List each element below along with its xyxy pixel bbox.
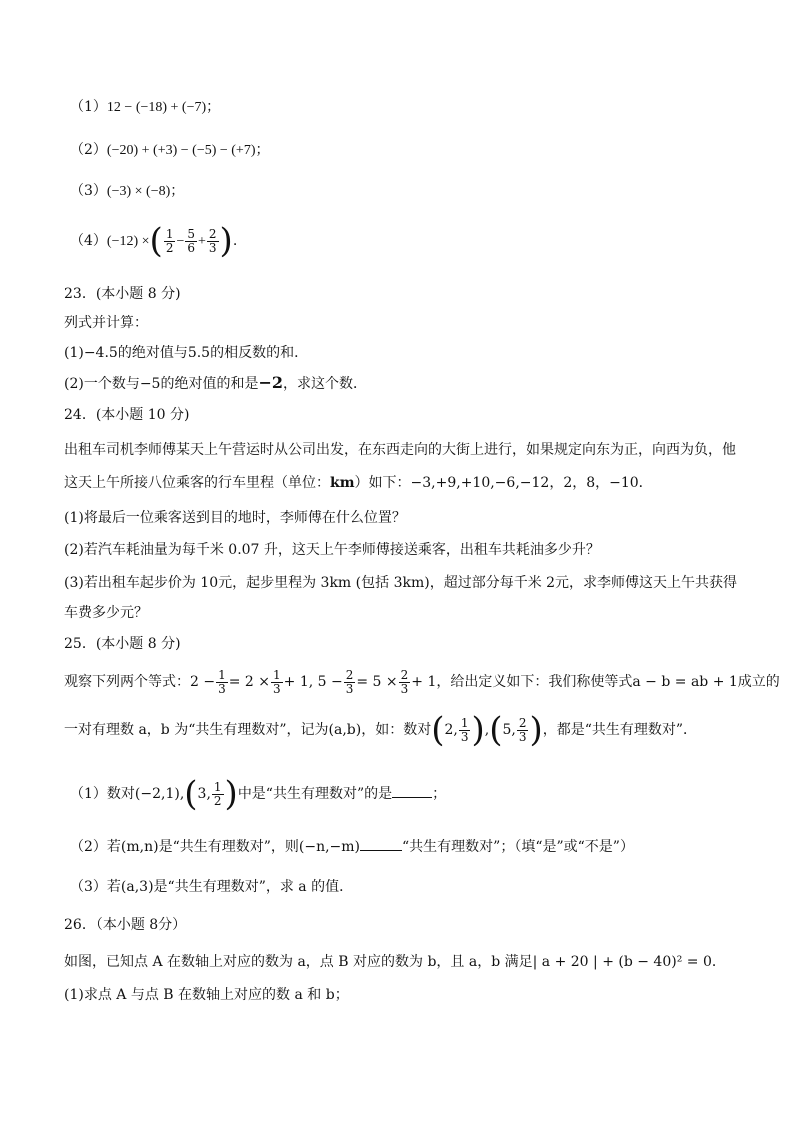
- text: ，求这个数．: [283, 376, 368, 392]
- punct: ；: [432, 786, 447, 802]
- punct: ；: [206, 99, 221, 115]
- fraction: [185, 228, 197, 255]
- right-paren-icon: ): [224, 774, 238, 814]
- left-paren-icon: (: [489, 710, 503, 750]
- fraction: [344, 669, 356, 696]
- text: ）如下：−3,+9,+10,−6,−12，2，8，−10．: [354, 475, 653, 491]
- p25-observe: [64, 666, 780, 698]
- item-number: （2）: [70, 142, 107, 158]
- p26-q1: (1)求点 A 与点 B 在数轴上对应的数 a 和 b；: [64, 987, 349, 1003]
- fraction: [399, 669, 411, 696]
- numerator: 5: [187, 226, 195, 241]
- text: 一对有理数 a，b 为“共生有理数对”，记为(a,b)，如：数对: [64, 722, 432, 738]
- right-paren-icon: ): [529, 710, 543, 750]
- fraction: [216, 669, 228, 696]
- pair-first: 5,: [502, 722, 516, 738]
- pair-first: 2,: [444, 722, 458, 738]
- p22-item-3: [70, 181, 184, 202]
- p24-q3: (3)若出租车起步价为 10元，起步里程为 3km (包括 3km)，超过部分每千米 2元，求李师傅这天上午共获得: [64, 575, 738, 591]
- denominator: 3: [218, 681, 226, 696]
- p25-q2: [70, 836, 634, 857]
- answer-blank[interactable]: [360, 836, 402, 851]
- p24-para-2: [64, 473, 653, 493]
- right-paren-icon: ): [219, 221, 233, 261]
- text: ，都是“共生有理数对”．: [542, 722, 698, 738]
- p25-definition: 一对有理数 a，b 为“共生有理数对”，记为(a,b)，如：数对(2, $\frac{1}{3}$ ),(5, $\frac{2}{3}$ )，都是“共生有理数对”．: [64, 710, 698, 750]
- numerator: 2: [400, 667, 409, 682]
- expression: (−3) × (−8): [106, 184, 171, 199]
- p25-q3: （3）若(a,3)是“共生有理数对”，求 a 的值．: [70, 879, 354, 895]
- pair-first: 3,: [197, 786, 211, 802]
- numerator: 2: [208, 226, 217, 241]
- text: （1）数对(−2,1),: [70, 786, 185, 802]
- numerator: 1: [273, 667, 281, 682]
- left-paren-icon: (: [184, 774, 198, 814]
- denominator: 3: [208, 240, 217, 255]
- text: 观察下列两个等式：2 −: [64, 674, 216, 690]
- p23-intro: 列式并计算：: [64, 315, 148, 331]
- text: 中是“共生有理数对”的是: [237, 786, 393, 802]
- answer-blank[interactable]: [392, 783, 432, 798]
- p25-q1: [70, 775, 446, 813]
- fraction: [164, 228, 176, 255]
- p25-header: 25．(本小题 8 分): [64, 636, 181, 652]
- denominator: 3: [400, 681, 409, 696]
- item-number: （4）: [70, 233, 107, 249]
- p23-q1: (1)−4.5的绝对值与5.5的相反数的和．: [64, 345, 309, 361]
- left-paren-icon: (: [431, 710, 445, 750]
- denominator: 6: [187, 240, 195, 255]
- denominator: 3: [460, 729, 469, 744]
- numerator: 2: [518, 715, 527, 730]
- p26-para: 如图，已知点 A 在数轴上对应的数为 a，点 B 对应的数为 b，且 a，b 满足| a + 20 | + (b − 40)² = 0．: [64, 954, 726, 970]
- fraction: [459, 717, 471, 744]
- text: “共生有理数对”；（填“是”或“不是”）: [402, 839, 634, 855]
- denominator: 3: [518, 729, 527, 744]
- text: + 1, 5 −: [283, 674, 343, 690]
- value: −2: [258, 373, 284, 392]
- p24-q1: (1)将最后一位乘客送到目的地时，李师傅在什么位置？: [64, 510, 406, 526]
- p24-q3-cont: 车费多少元？: [64, 605, 148, 621]
- text: = 5 ×: [356, 674, 398, 690]
- p24-para-1: 出租车司机李师傅某天上午营运时从公司出发，在东西走向的大街上进行，如果规定向东为正，向西为负，他: [64, 442, 736, 458]
- p23-header: 23．(本小题 8 分): [64, 286, 181, 302]
- denominator: 2: [165, 240, 174, 255]
- numerator: 1: [218, 667, 226, 682]
- p24-q2: (2)若汽车耗油量为每千米 0.07 升，这天上午李师傅接送乘客，出租车共耗油多少升？: [64, 542, 600, 558]
- numerator: 1: [165, 226, 174, 241]
- punct: ；: [170, 183, 185, 199]
- expression: (−20) + (+3) − (−5) − (+7): [106, 143, 256, 158]
- operator: −: [176, 234, 185, 249]
- punct: .: [232, 233, 238, 249]
- text: (2)一个数与−5的绝对值的和是: [64, 376, 259, 392]
- text: （2）若(m,n)是“共生有理数对”，则(−n,−m): [70, 839, 361, 855]
- text: 这天上午所接八位乘客的行车里程（单位：: [64, 475, 330, 491]
- p22-item-2: [70, 140, 270, 161]
- p24-header: 24．(本小题 10 分): [64, 407, 190, 423]
- p22-item-4: [70, 222, 237, 261]
- numerator: 1: [460, 715, 469, 730]
- item-number: （3）: [70, 183, 107, 199]
- left-paren-icon: (: [149, 221, 163, 261]
- fraction: [517, 717, 529, 744]
- item-number: （1）: [70, 99, 107, 115]
- text: + 1，给出定义如下：我们称使等式a − b = ab + 1成立的: [411, 674, 780, 690]
- denominator: 2: [213, 793, 222, 808]
- denominator: 3: [345, 681, 354, 696]
- fraction: [271, 669, 283, 696]
- numerator: 2: [345, 667, 354, 682]
- operator: +: [198, 234, 206, 249]
- punct: ；: [255, 142, 270, 158]
- text: = 2 ×: [228, 674, 271, 690]
- expression: (−12) ×: [106, 234, 150, 249]
- p23-q2: [64, 373, 367, 394]
- fraction: [207, 228, 219, 255]
- unit: km: [330, 475, 355, 491]
- expression: 12 − (−18) + (−7): [106, 100, 207, 115]
- p26-header: 26．（本小题 8分）: [64, 917, 187, 933]
- numerator: 1: [213, 779, 222, 794]
- p22-item-1: [70, 97, 220, 118]
- fraction: [212, 781, 224, 808]
- right-paren-icon: ): [471, 710, 485, 750]
- denominator: 3: [273, 681, 281, 696]
